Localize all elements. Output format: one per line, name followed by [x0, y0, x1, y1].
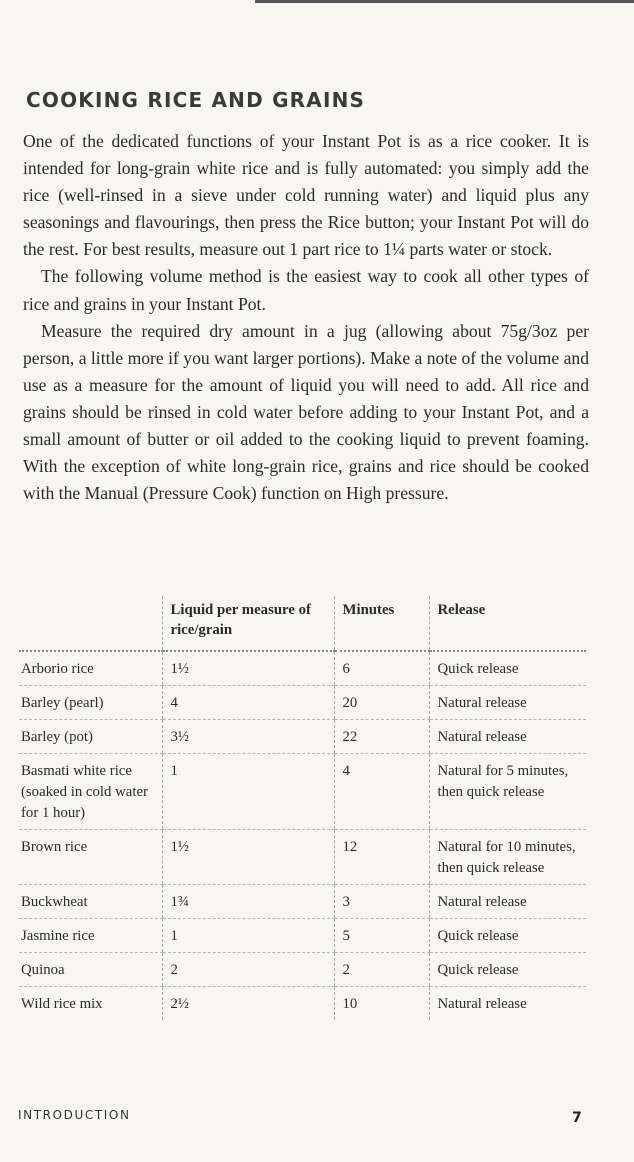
cell-liquid: 3½	[162, 720, 334, 754]
cell-grain: Buckwheat	[19, 885, 162, 919]
paragraph: The following volume method is the easiest way to cook all other types of rice and grains in your Instant Pot.	[23, 266, 589, 314]
table-row	[19, 651, 586, 686]
footer-section-label: INTRODUCTION	[18, 1108, 131, 1122]
cell-liquid: 1	[162, 754, 334, 830]
cell-release: Natural release	[429, 987, 586, 1021]
table-row	[19, 754, 586, 830]
top-rule	[255, 0, 634, 3]
cell-liquid: 4	[162, 686, 334, 720]
header-minutes: Minutes	[334, 596, 429, 651]
cell-minutes: 6	[334, 651, 429, 686]
table-row	[19, 885, 586, 919]
header-liquid: Liquid per measure of rice/grain	[162, 596, 334, 651]
cell-release: Quick release	[429, 919, 586, 953]
section-heading: COOKING RICE AND GRAINS	[26, 88, 366, 112]
cell-minutes: 12	[334, 830, 429, 885]
cell-liquid: 1½	[162, 830, 334, 885]
header-release: Release	[429, 596, 586, 651]
cell-release: Natural for 5 minutes, then quick release	[429, 754, 586, 830]
cell-release: Natural release	[429, 720, 586, 754]
paragraph: One of the dedicated functions of your Instant Pot is as a rice cooker. It is intended for long-grain white rice and is fully automated: you simply add the rice (well-rinsed in a sieve under cold running water) and liquid plus any seasonings and flavourings, then press the Rice button; your Instant Pot will do the rest. For best results, measure out 1 part rice to 1¼ parts water or stock.	[23, 131, 589, 260]
cell-grain: Basmati white rice (soaked in cold water for 1 hour)	[19, 754, 162, 830]
cell-minutes: 4	[334, 754, 429, 830]
table-row	[19, 919, 586, 953]
cell-minutes: 2	[334, 953, 429, 987]
cell-liquid: 2½	[162, 987, 334, 1021]
cell-liquid: 1	[162, 919, 334, 953]
cell-minutes: 22	[334, 720, 429, 754]
cell-release: Natural for 10 minutes, then quick release	[429, 830, 586, 885]
page-number: 7	[572, 1110, 582, 1126]
cell-grain: Wild rice mix	[21, 996, 103, 1012]
cell-release: Quick release	[429, 651, 586, 686]
cell-liquid: 1½	[162, 651, 334, 686]
cell-liquid: 2	[162, 953, 334, 987]
table-row	[19, 830, 586, 885]
cell-grain: Arborio rice	[19, 651, 162, 686]
cell-minutes: 10	[334, 987, 429, 1021]
table-row	[19, 953, 586, 987]
table-row	[19, 987, 586, 1021]
body-text	[23, 128, 589, 507]
cell-release: Natural release	[429, 686, 586, 720]
cell-minutes: 5	[334, 919, 429, 953]
cell-minutes: 3	[334, 885, 429, 919]
cell-grain: Quinoa	[19, 953, 162, 987]
header-grain	[19, 596, 162, 651]
cell-release: Natural release	[429, 885, 586, 919]
paragraph: Measure the required dry amount in a jug (allowing about 75g/3oz per person, a little more if you want larger portions). Make a note of the volume and use as a measure for the amount of liquid you will need to add. All rice and grains should be rinsed in cold water before adding to your Instant Pot, and a small amount of butter or oil added to the cooking liquid to prevent foaming. With the exception of white long-grain rice, grains and rice should be cooked with the Manual (Pressure Cook) function on High pressure.	[23, 320, 589, 504]
cell-release: Quick release	[429, 953, 586, 987]
cell-grain: Barley (pot)	[19, 720, 162, 754]
cooking-times-table	[19, 596, 586, 1020]
table-row	[19, 720, 586, 754]
table-row	[19, 686, 586, 720]
cell-grain: Barley (pearl)	[19, 686, 162, 720]
cell-minutes: 20	[334, 686, 429, 720]
cell-grain: Jasmine rice	[19, 919, 162, 953]
table-header-row	[19, 596, 586, 651]
cell-grain: Brown rice	[19, 830, 162, 885]
cell-liquid: 1¾	[162, 885, 334, 919]
